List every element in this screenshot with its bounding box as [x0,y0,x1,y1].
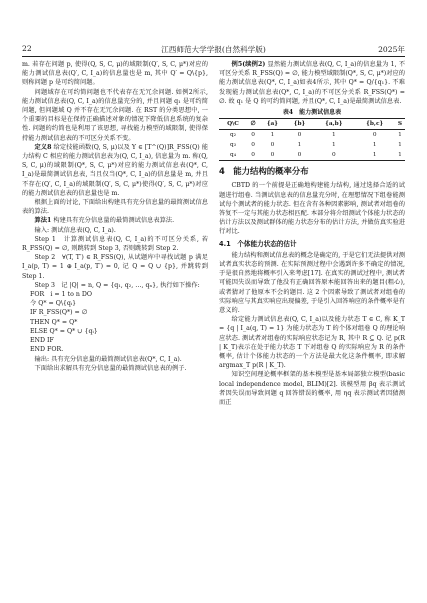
code-line: 令 Q* = Q\{qᵢ} [30,300,77,308]
paragraph: 给定能力测试信息表(Q, C, I_a)以及能力状态 T ∈ C, 称 K_T = {q | I_a(q, T) = 1} 为能力状态为 T 的个体对组卷 Q 的理论响应状态. 测试者对组卷的实际响应状态记为 R, 其中 R ⊆ Q. 记 p(R | K_T)表示在处于能力状态 T 下对组卷 Q 的实际响应为 R 的条件概率, 估计个体能力状态的一个方法是最大化这条件概率, 即求解 argmax_T p(R | K_T). [219,316,405,370]
table-cell: 1 [331,141,336,148]
table-caption: 表4 能力测试信息表 [282,109,342,117]
table-row [219,130,405,141]
algorithm-step-2: Step 2 ∀(T, T′) ∈ R_FSS(Q), 从试题库中寻找试题 p 满足 I_a(p, T) = 1 ⊕ I_a(p, T′) = 0, 记 Q = Q ∪ {p}, 并跳转到 Step 1. [22,254,208,280]
algorithm-step-1: Step 1 计算测试信息表(Q, C, I_a)的不可区分关系, 若 R_FSS(Q) = ∅, 则跳转到 Step 3, 否则跳转到 Step 2. [22,235,208,253]
code-line: IF R_FSS(Q*) = ∅ [30,309,88,317]
algorithm-input: 输入: 测试信息表(Q, C, I_a). [34,226,116,234]
table-row [219,150,405,161]
table-cell: q₄ [230,151,237,158]
table-cell: 0 [297,131,302,138]
table-cell: 1 [297,141,302,148]
page-number: 22 [22,44,32,53]
table-cell: 1 [398,141,402,148]
ability-test-table [219,118,405,161]
paragraph: 下面给出求解具有充分信息量的最简测试信息表的例子. [34,364,187,372]
table-cell: 0 [270,151,275,158]
header-rule [22,56,405,57]
publication-year: 2025年 [378,45,405,54]
table-cell: 0 [251,151,255,158]
table-cell: 1 [372,151,377,158]
table-header: {a} [266,120,279,127]
left-column [22,60,208,373]
definition-label: 定义8 [34,143,52,151]
example-text: 显然能力测试信息表(Q, C, I_a)的信息量为 1, 不可区分关系 R_FSS(Q) = ∅, 能力模型域限制(Q*, S, C, μ*)对应的能力测试信息表(Q*, C, I_a)如表4所示, 其中 Q* = Q/{q₁}. 不难发现能力测试信息表(Q*, C, I_a)的不可区分关系 R_FSS(Q*) = ∅. 故 q₁ 是 Q 的可约简问题, 并且(Q*, C, I_a)是最简测试信息表. [219,61,405,105]
table-cell: q₃ [230,141,237,148]
paragraph: CBTD 的一个前提是正确地构建能力结构, 通过选择合适的试题进行组卷. 当测试信息表的信息量充分时, 在理想情况下组卷能测试每个测试者的能力状态. 但在含有各种因素影响, 测试者对组卷的答复不一定与其能力状态相匹配. 本部分将介绍测试个体能力状态的估计方法以及测试群体的能力状态分布的估计方法, 并做仿真实验进行对比. [219,182,405,236]
paragraph: 能力结构和测试信息表的概念是确定的, 于是它们无法提供对测试者真实状态的预测. 在实际预测过程中会遇到许多不确定的情况, 于是很自然地将概率引入来考虑[17]. 在真实的测试过程中, 测试者可能因失误而导致了他没有正确回答原本能回答出来的题目(粗心), 或者猜对了他原本不会的题目. 这 2 个因素导致了测试者对组卷的实际响应与其真实响应出现偏差, 于是引入回答响应的条件概率是有意义的. [219,251,405,315]
paragraph: 根据上面的讨论, 下面给出构建具有充分信息量的最简测试信息表的算法. [22,199,208,216]
table-cell: 1 [270,131,275,138]
table-cell: 0 [297,151,302,158]
table-cell: 0 [251,131,255,138]
table-cell: 0 [372,131,377,138]
definition-text: 给定技能函数(Q, S, μ)以及 Y ∈ [T^(Q)]R_FSS(Q) 能力结构 C 相应的能力测试信息表为(Q, C, I_a), 信息量为 m. 称(Q, S, C, μ)的域限制(Q*, S, C, μ*)对应的能力测试信息表(Q*, C, I_a)是最简测试信息表, 当且仅当(Q*, C, I_a)的信息量是 m, 并且不存在(Q′, C, I_a)的域限制(Q′, S, C, μ*)使得(Q′, S, C, μ*)对应的能力测试信息表的信息量也是 m. [22,143,208,197]
example-label: 例5(续例2) [231,61,266,68]
running-header [22,44,405,54]
algorithm-output: 输出: 具有充分信息量的最简测试信息表(Q*, C, I_a). [34,355,182,363]
table-cell: 0 [251,141,255,148]
code-line: END IF [30,337,54,345]
table-header: {b} [293,120,306,127]
code-line: ELSE Q* = Q* ∪ {qᵢ} [30,327,98,335]
table-header: S [397,120,403,127]
paragraph: m. 若存在问题 p, 使得(Q, S, C, μ)的域限制(Q′, S, C, μ*)对应的能力测试信息表(Q′, C, I_a)的信息量也是 m, 其中 Q′ = Q\{p}, 则称问题 p 是可约简问题。 [22,61,208,87]
table-header: Q\C [227,120,239,127]
algorithm-caption: 构建具有充分信息量的最简测试信息表算法. [53,217,175,225]
algorithm-title [22,216,208,225]
table-cell: 1 [398,151,402,158]
algorithm-code [22,290,208,354]
right-column [219,60,405,407]
subsection-heading: 4.1 个体能力状态的估计 [219,239,297,248]
table-header: {a,b} [325,120,343,127]
table-cell: 1 [372,141,377,148]
table-row [219,140,405,150]
algorithm-label: 算法1 [34,217,52,225]
definition-8 [22,143,208,198]
table-cell: 1 [331,131,336,138]
table-header: {b,c} [366,120,384,127]
paragraph: 问题域存在可约简问题也不代表存在无冗余问题. 如例2所示, 能力测试信息表(Q, C, I_a)的信息量充分的, 并且问题 q₁ 是可约简问题, 但问题域 Q 并不存在无冗余问题. 在 RST 的分类思想中, 一个重要的目标是在保持正确描述对象的情况下降低信息系统的复杂性. 问题的约简也是利用了该思想, 寻找能力模型的域限制, 使得保持能力测试信息表的不可区分关系不变。 [22,88,208,142]
code-line: THEN Q* = Q* [30,318,78,326]
example-5 [219,60,405,106]
paragraph: 知识空间理论概率框架的基本模型是基本局部独立模型(basic local independence model, BLIM)[2]. 该模型用 βq 表示测试者因失误而导致问题 q 回答错误的概率, 用 ηq 表示测试者因猜测而正 [219,371,405,407]
table-header: ∅ [250,120,256,127]
table-cell: 0 [331,151,336,158]
algorithm-step-3: Step 3 记 |Q| = n, Q = {q₁, q₂, …, qₙ}, 执行如下操作: [34,281,200,289]
table-cell: 1 [398,131,402,138]
table-header-row [219,119,405,130]
code-line: END FOR. [30,346,64,354]
table-cell: 0 [270,141,275,148]
journal-title: 江西师范大学学报(自然科学版) [161,45,266,54]
code-line: FOR i = 1 to n DO [30,291,92,299]
table-cell: q₂ [230,131,237,138]
section-heading: 4 能力结构的概率分布 [219,166,309,177]
